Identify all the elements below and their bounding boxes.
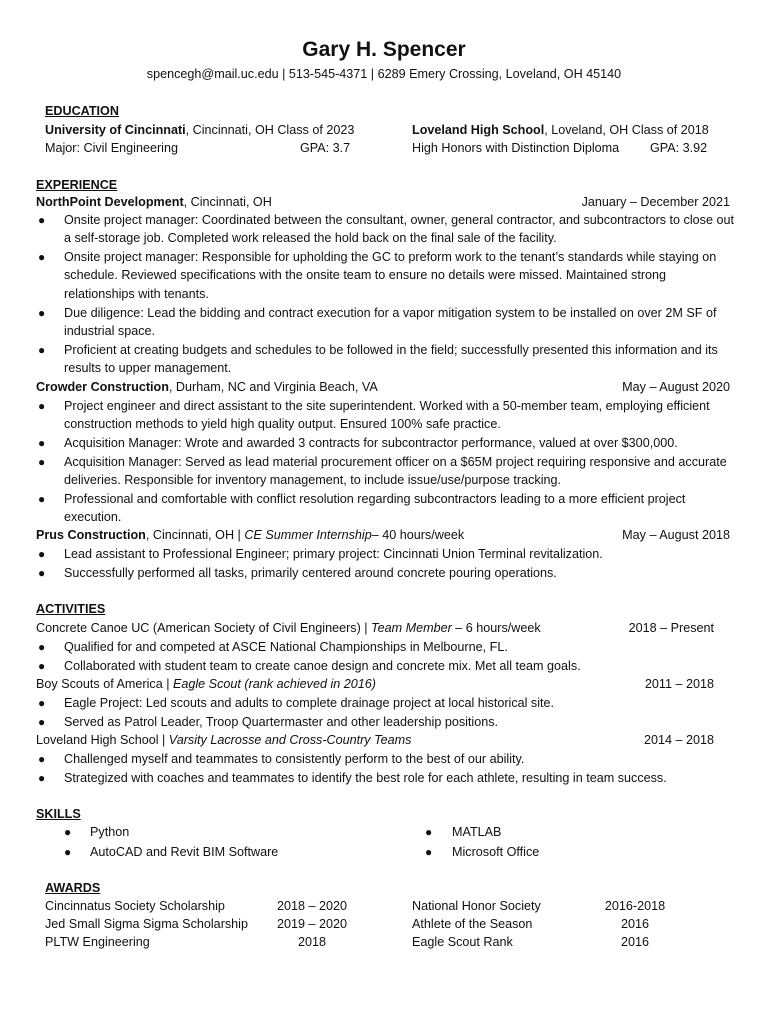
activity-title-line bbox=[36, 675, 376, 693]
award-years: 2016 bbox=[620, 917, 650, 931]
bullet-icon: ● bbox=[38, 547, 46, 561]
uc-location-class: , Cincinnati, OH Class of 2023 bbox=[185, 123, 355, 137]
bullet-icon: ● bbox=[38, 715, 46, 729]
bullet-icon: ● bbox=[38, 696, 46, 710]
activity-dates: 2018 – Present bbox=[628, 621, 714, 635]
job-org: Prus Construction bbox=[36, 528, 146, 542]
activity-role: Eagle Scout (rank achieved in 2016) bbox=[172, 677, 376, 691]
contact-line: spencegh@mail.uc.edu | 513-545-4371 | 6289 Emery Crossing, Loveland, OH 45140 bbox=[146, 67, 622, 81]
job-location: , Cincinnati, OH bbox=[183, 195, 272, 209]
job-role: CE Summer Internship bbox=[244, 528, 372, 542]
award-name: Eagle Scout Rank bbox=[412, 935, 513, 949]
experience-heading: EXPERIENCE bbox=[36, 178, 118, 192]
activity-bullet: Challenged myself and teammates to consistently perform to the best of our ability. bbox=[64, 752, 525, 766]
activity-bullet: Eagle Project: Led scouts and adults to complete drainage project at local historical site. bbox=[64, 696, 555, 710]
job-dates: January – December 2021 bbox=[581, 195, 730, 209]
bullet-icon: ● bbox=[38, 399, 46, 413]
awards-heading: AWARDS bbox=[45, 881, 101, 895]
job-bullet: Lead assistant to Professional Engineer; primary project: Cincinnati Union Terminal revitalization. bbox=[64, 547, 603, 561]
job-bullet: Proficient at creating budgets and schedules to be followed in the field; successfully presented this information and its results to upper management. bbox=[64, 343, 718, 376]
award-years: 2019 – 2020 bbox=[276, 917, 348, 931]
award-years: 2016-2018 bbox=[604, 899, 666, 913]
activity-title-line bbox=[36, 731, 411, 749]
bullet-icon: ● bbox=[38, 640, 46, 654]
activity-role: Varsity Lacrosse and Cross-Country Teams bbox=[168, 733, 412, 747]
job-bullet: Project engineer and direct assistant to the site superintendent. Worked with a 50-member team, employing efficient construction methods to yield high quality output. Ensured 100% safe practice. bbox=[64, 399, 710, 432]
award-name: Jed Small Sigma Sigma Scholarship bbox=[45, 917, 248, 931]
bullet-icon: ● bbox=[425, 845, 433, 859]
job-title-line bbox=[36, 526, 464, 544]
award-name: Athlete of the Season bbox=[412, 917, 533, 931]
bullet-icon: ● bbox=[64, 825, 72, 839]
award-name: PLTW Engineering bbox=[45, 935, 150, 949]
job-location: , Cincinnati, OH | bbox=[145, 528, 245, 542]
bullet-icon: ● bbox=[38, 659, 46, 673]
bullet-icon: ● bbox=[38, 306, 46, 320]
activity-bullet: Strategized with coaches and teammates to identify the best role for each athlete, resulting in team success. bbox=[64, 771, 667, 785]
bullet-icon: ● bbox=[425, 825, 433, 839]
bullet-icon: ● bbox=[38, 250, 46, 264]
lhs-school: Loveland High School bbox=[412, 123, 545, 137]
bullet-icon: ● bbox=[38, 566, 46, 580]
job-org: NorthPoint Development bbox=[36, 195, 184, 209]
activity-hours: – 6 hours/week bbox=[451, 621, 541, 635]
uc-school: University of Cincinnati bbox=[45, 123, 186, 137]
bullet-icon: ● bbox=[38, 455, 46, 469]
award-years: 2018 bbox=[297, 935, 327, 949]
job-title-line bbox=[36, 193, 272, 211]
award-name: National Honor Society bbox=[412, 899, 541, 913]
activity-bullet: Collaborated with student team to create canoe design and concrete mix. Met all team goals. bbox=[64, 659, 581, 673]
job-bullet: Onsite project manager: Responsible for upholding the GC to preform work to the tenant’s standards while staying on schedule. Reviewed specifications with the onsite team to ensure no details were missed. Maintained strong relationships with tenants. bbox=[64, 250, 717, 301]
job-bullet: Acquisition Manager: Served as lead material procurement officer on a $65M project requiring responsive and accurate deliveries. Responsible for inventory management, to include issue/use/purpose tracking. bbox=[64, 455, 727, 488]
job-org: Crowder Construction bbox=[36, 380, 169, 394]
bullet-icon: ● bbox=[38, 492, 46, 506]
activity-role: Team Member bbox=[371, 621, 452, 635]
activity-org: Loveland High School | bbox=[36, 733, 169, 747]
uc-gpa: GPA: 3.7 bbox=[300, 141, 351, 155]
activity-bullet: Served as Patrol Leader, Troop Quartermaster and other leadership positions. bbox=[64, 715, 499, 729]
bullet-icon: ● bbox=[38, 752, 46, 766]
job-hours: – 40 hours/week bbox=[371, 528, 465, 542]
uc-school-line bbox=[45, 121, 354, 139]
activity-dates: 2011 – 2018 bbox=[644, 677, 714, 691]
lhs-school-line bbox=[412, 121, 709, 139]
lhs-location-class: , Loveland, OH Class of 2018 bbox=[544, 123, 709, 137]
lhs-honors: High Honors with Distinction Diploma bbox=[412, 141, 620, 155]
bullet-icon: ● bbox=[38, 771, 46, 785]
activity-title-line bbox=[36, 619, 541, 637]
candidate-name: Gary H. Spencer bbox=[302, 38, 466, 61]
activity-org: Boy Scouts of America | bbox=[36, 677, 173, 691]
job-bullet: Successfully performed all tasks, primarily centered around concrete pouring operations. bbox=[64, 566, 557, 580]
job-dates: May – August 2020 bbox=[622, 380, 730, 394]
activity-dates: 2014 – 2018 bbox=[643, 733, 714, 747]
bullet-icon: ● bbox=[64, 845, 72, 859]
skill-item: AutoCAD and Revit BIM Software bbox=[90, 845, 279, 859]
job-bullet: Onsite project manager: Coordinated between the consultant, owner, general contractor, and subcontractors to close out a self-storage job. Completed work released the hold back on the final sale of the facility. bbox=[64, 213, 734, 246]
skill-item: MATLAB bbox=[452, 825, 502, 839]
skill-item: Python bbox=[90, 825, 130, 839]
award-years: 2018 – 2020 bbox=[276, 899, 348, 913]
lhs-gpa: GPA: 3.92 bbox=[650, 141, 708, 155]
job-title-line bbox=[36, 378, 378, 396]
bullet-icon: ● bbox=[38, 343, 46, 357]
education-heading: EDUCATION bbox=[45, 104, 119, 118]
skills-heading: SKILLS bbox=[36, 807, 81, 821]
bullet-icon: ● bbox=[38, 436, 46, 450]
job-bullet: Acquisition Manager: Wrote and awarded 3 contracts for subcontractor performance, valued at over $300,000. bbox=[64, 436, 678, 450]
skill-item: Microsoft Office bbox=[452, 845, 540, 859]
uc-major: Major: Civil Engineering bbox=[45, 141, 178, 155]
bullet-icon: ● bbox=[38, 213, 46, 227]
job-location: , Durham, NC and Virginia Beach, VA bbox=[168, 380, 378, 394]
activities-heading: ACTIVITIES bbox=[36, 602, 106, 616]
job-bullet: Due diligence: Lead the bidding and contract execution for a vapor mitigation system to be installed on over 2M SF of industrial space. bbox=[64, 306, 717, 339]
activity-bullet: Qualified for and competed at ASCE National Championships in Melbourne, FL. bbox=[64, 640, 508, 654]
job-dates: May – August 2018 bbox=[622, 528, 730, 542]
job-bullet: Professional and comfortable with conflict resolution regarding subcontractors leading to a more efficient project execution. bbox=[64, 492, 686, 525]
award-name: Cincinnatus Society Scholarship bbox=[45, 899, 225, 913]
award-years: 2016 bbox=[620, 935, 650, 949]
activity-org: Concrete Canoe UC (American Society of Civil Engineers) | bbox=[36, 621, 372, 635]
